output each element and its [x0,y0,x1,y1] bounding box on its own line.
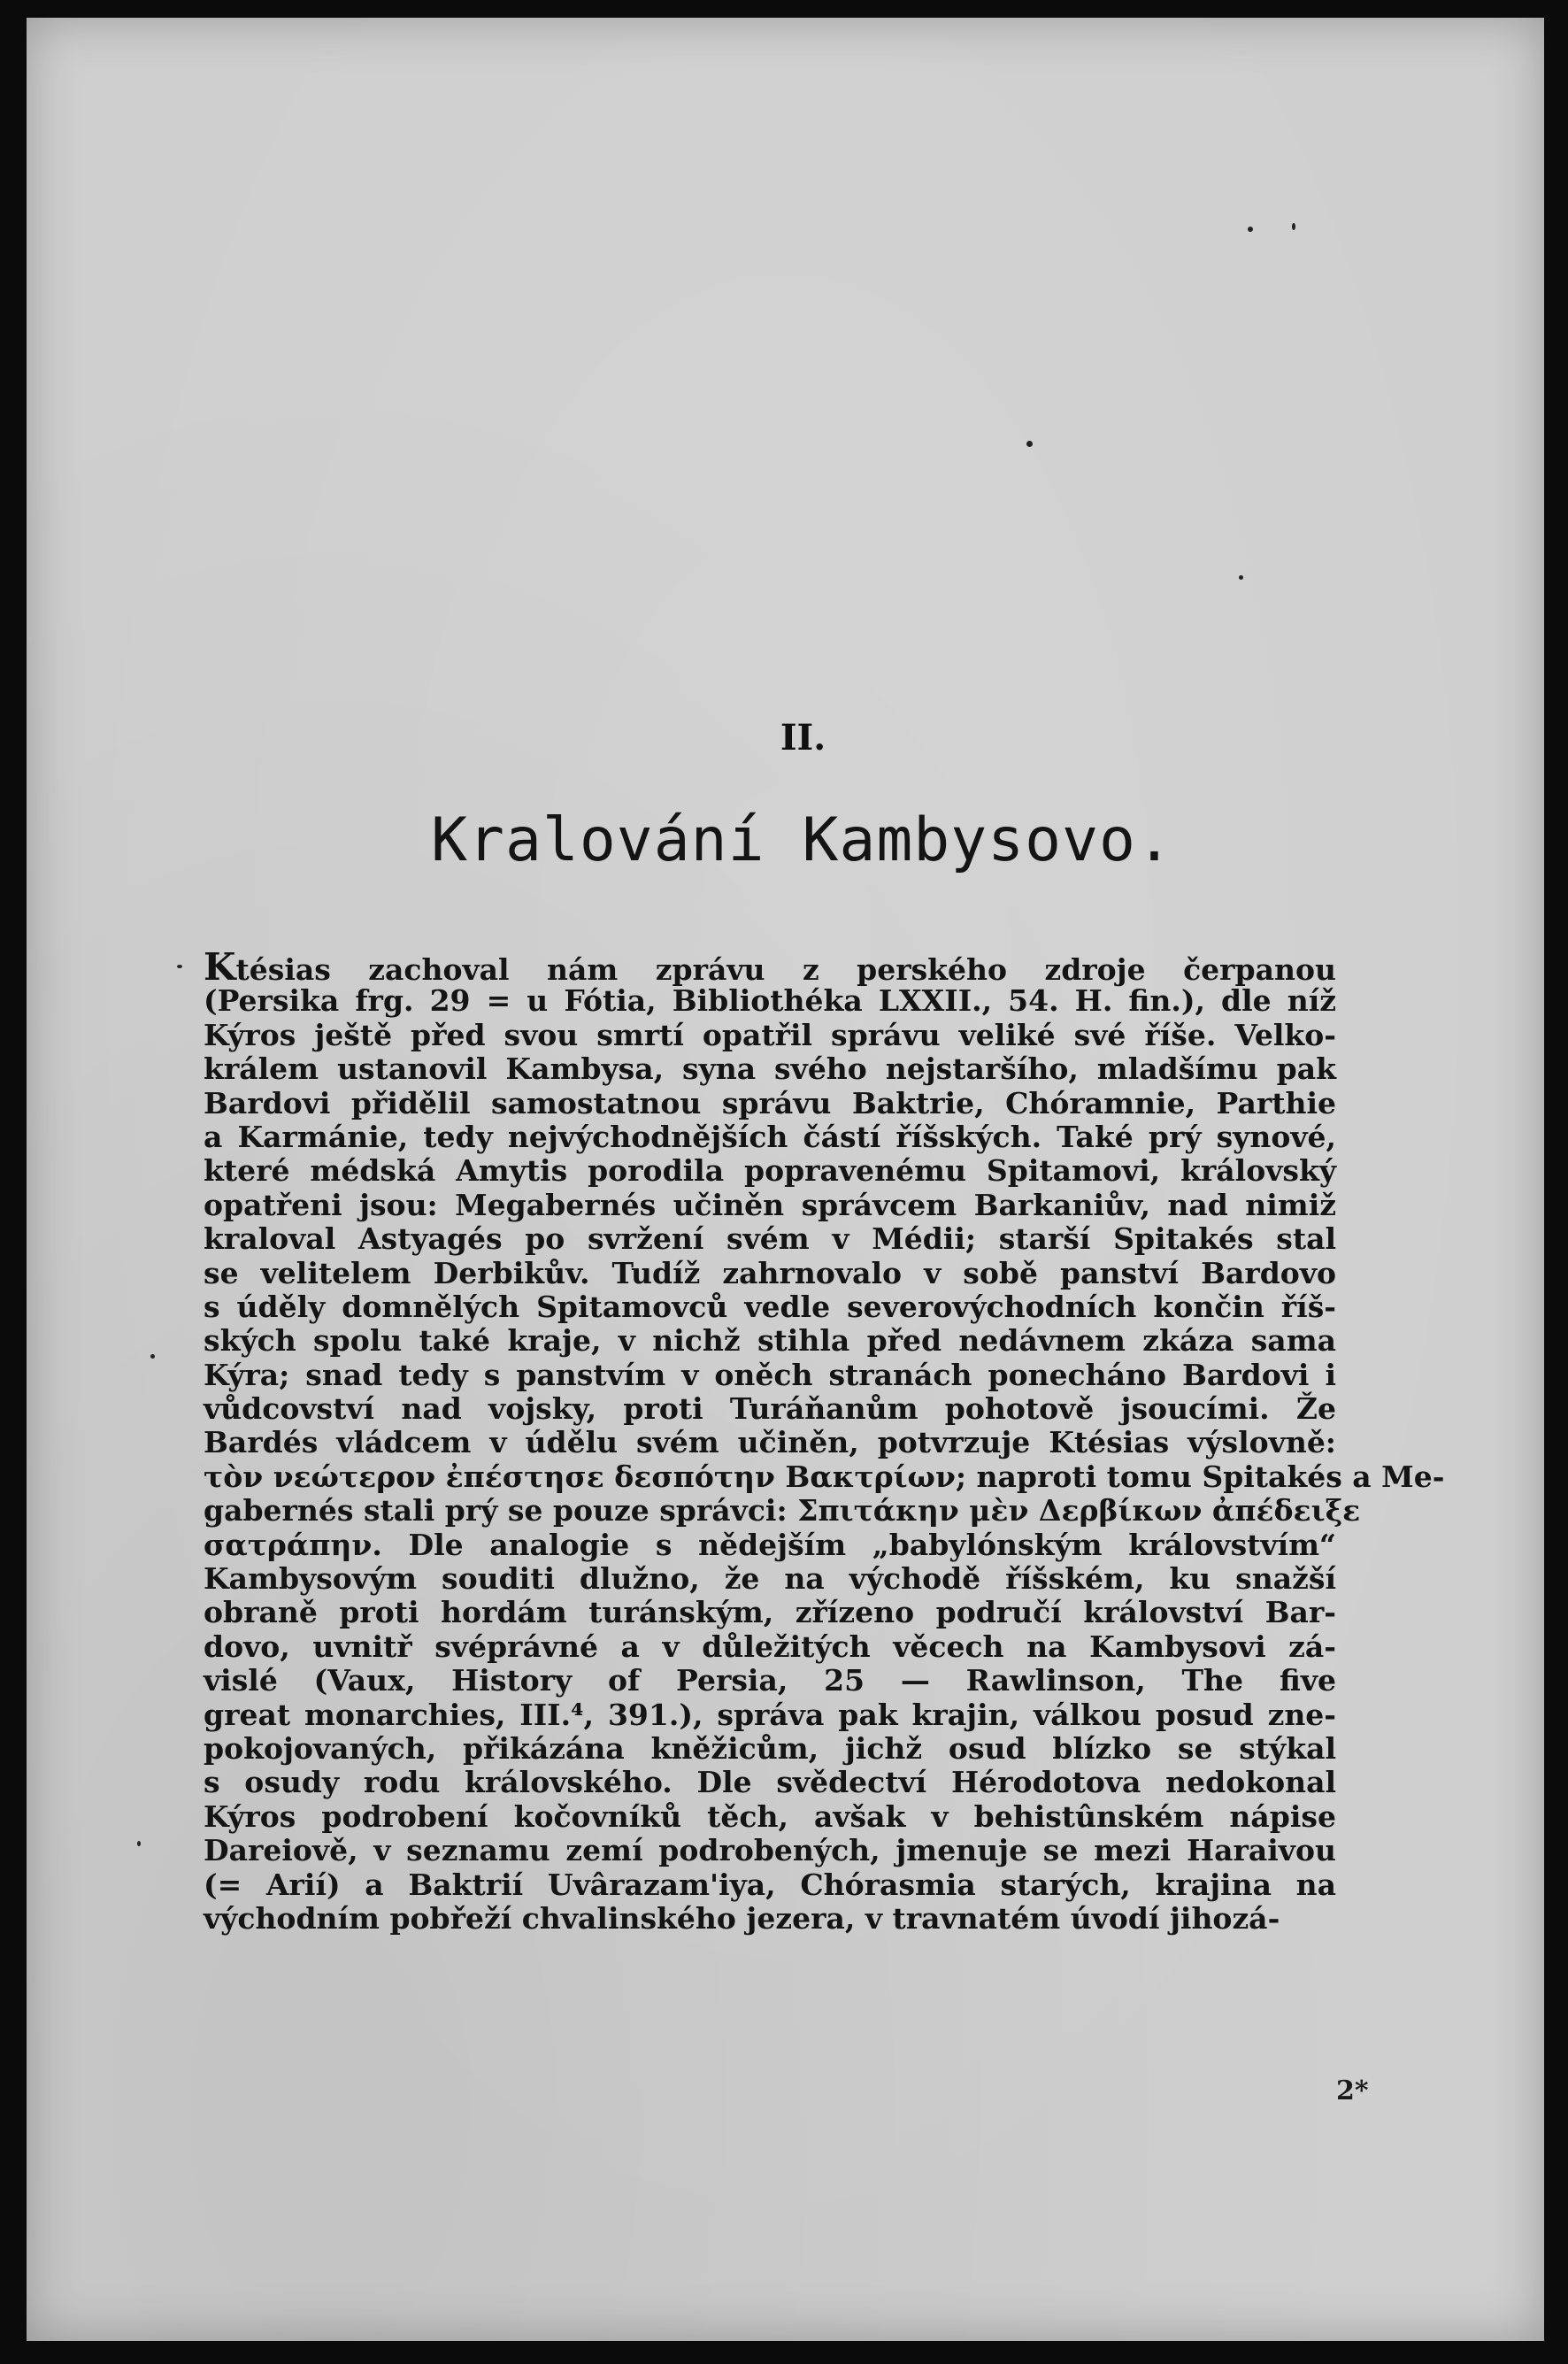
paragraph-line: ských spolu také kraje, v nichž stihla před nedávnem zkáza sama [204,1323,1336,1359]
ink-speck [1292,223,1295,230]
ink-speck [1026,441,1033,447]
chapter-number: II. [780,717,826,758]
paragraph-line: obraně proti hordám turánským, zřízeno područí království Bar- [204,1595,1336,1630]
ink-speck [177,965,182,968]
paragraph-line: σατράπην. Dle analogie s nědejším „babylónským královstvím“ [204,1527,1336,1562]
paragraph-line: s úděly domnělých Spitamovců vedle severovýchodních končin říš- [204,1289,1336,1324]
page-number: 2* [1336,2075,1369,2106]
paragraph-line: Kýros podrobení kočovníků těch, avšak v behistûnském nápise [204,1798,1336,1834]
paragraph-line: opatřeni jsou: Megabernés učiněn správcem Barkaniův, nad nimiž [204,1187,1336,1222]
chapter-title: Kralování Kambysovo. [431,805,1173,875]
drop-cap: K [204,945,236,989]
paragraph-line: vůdcovství nad vojsky, proti Turáňanům pohotově jsoucími. Že [204,1391,1336,1427]
paragraph-line: s osudy rodu královského. Dle svědectví Hérodotova nedokonal [204,1765,1336,1800]
paragraph-line: které médská Amytis porodila popravenému Spitamovi, královský [204,1153,1336,1189]
paragraph-line: králem ustanovil Kambysa, syna svého nejstaršího, mladšímu pak [204,1051,1336,1087]
paragraph-line: Kýros ještě před svou smrtí opatřil správu veliké své říše. Velko- [204,1017,1336,1052]
paragraph-line: (Persika frg. 29 = u Fótia, Bibliothéka LXXII., 54. H. fin.), dle níž [204,983,1336,1019]
paragraph-line: Dareiově, v seznamu zemí podrobených, jmenuje se mezi Haraivou [204,1833,1336,1868]
ink-speck [1239,575,1243,580]
paragraph-line: kraloval Astyagés po svržení svém v Médii; starší Spitakés stal [204,1221,1336,1257]
paragraph-line: (= Arií) a Baktrií Uvârazam'iya, Chórasmia starých, krajina na [204,1867,1336,1902]
ink-speck [137,1841,141,1846]
paragraph-line: pokojovaných, přikázána kněžicům, jichž osud blízko se stýkal [204,1730,1336,1766]
paragraph-line: Kambysovým souditi dlužno, že na východě říšském, ku snažší [204,1561,1336,1597]
paragraph-line: dovo, uvnitř svéprávné a v důležitých věcech na Kambysovi zá- [204,1629,1336,1664]
paragraph-line: Kýra; snad tedy s panstvím v oněch stranách ponecháno Bardovi i [204,1357,1336,1392]
first-line-text: tésias zachoval nám zprávu z perského zdroje čerpanou [235,952,1336,987]
paragraph-line: great monarchies, III.⁴, 391.), správa pak krajin, válkou posud zne- [204,1697,1336,1732]
paragraph-line: a Karmánie, tedy nejvýchodnějších částí říšských. Také prý synové, [204,1119,1336,1154]
paragraph-line: Bardés vládcem v údělu svém učiněn, potvrzuje Ktésias výslovně: [204,1425,1336,1460]
paragraph-line: vislé (Vaux, History of Persia, 25 — Rawlinson, The five [204,1663,1336,1698]
paragraph-line: Bardovi přidělil samostatnou správu Baktrie, Chóramnie, Parthie [204,1085,1336,1120]
ink-speck [1248,227,1253,232]
paragraph-line: τὸν νεώτερον ἐπέστησε δεσπότην Βακτρίων; naproti tomu Spitakés a Me- [204,1459,1445,1494]
book-page [27,18,1544,2341]
paragraph-line: se velitelem Derbikův. Tudíž zahrnovalo v sobě panství Bardovo [204,1255,1336,1290]
chapter-body [204,945,1445,1936]
bleed-through-text [204,336,1336,708]
paragraph-line: východním pobřeží chvalinského jezera, v travnatém úvodí jihozá- [204,1900,1280,1936]
ink-speck [150,1354,155,1359]
paragraph-line: gabernés stali prý se pouze správci: Σπιτάκην μὲν Δερβίκων ἀπέδειξε [204,1493,1361,1529]
paragraph-line [204,945,1336,989]
